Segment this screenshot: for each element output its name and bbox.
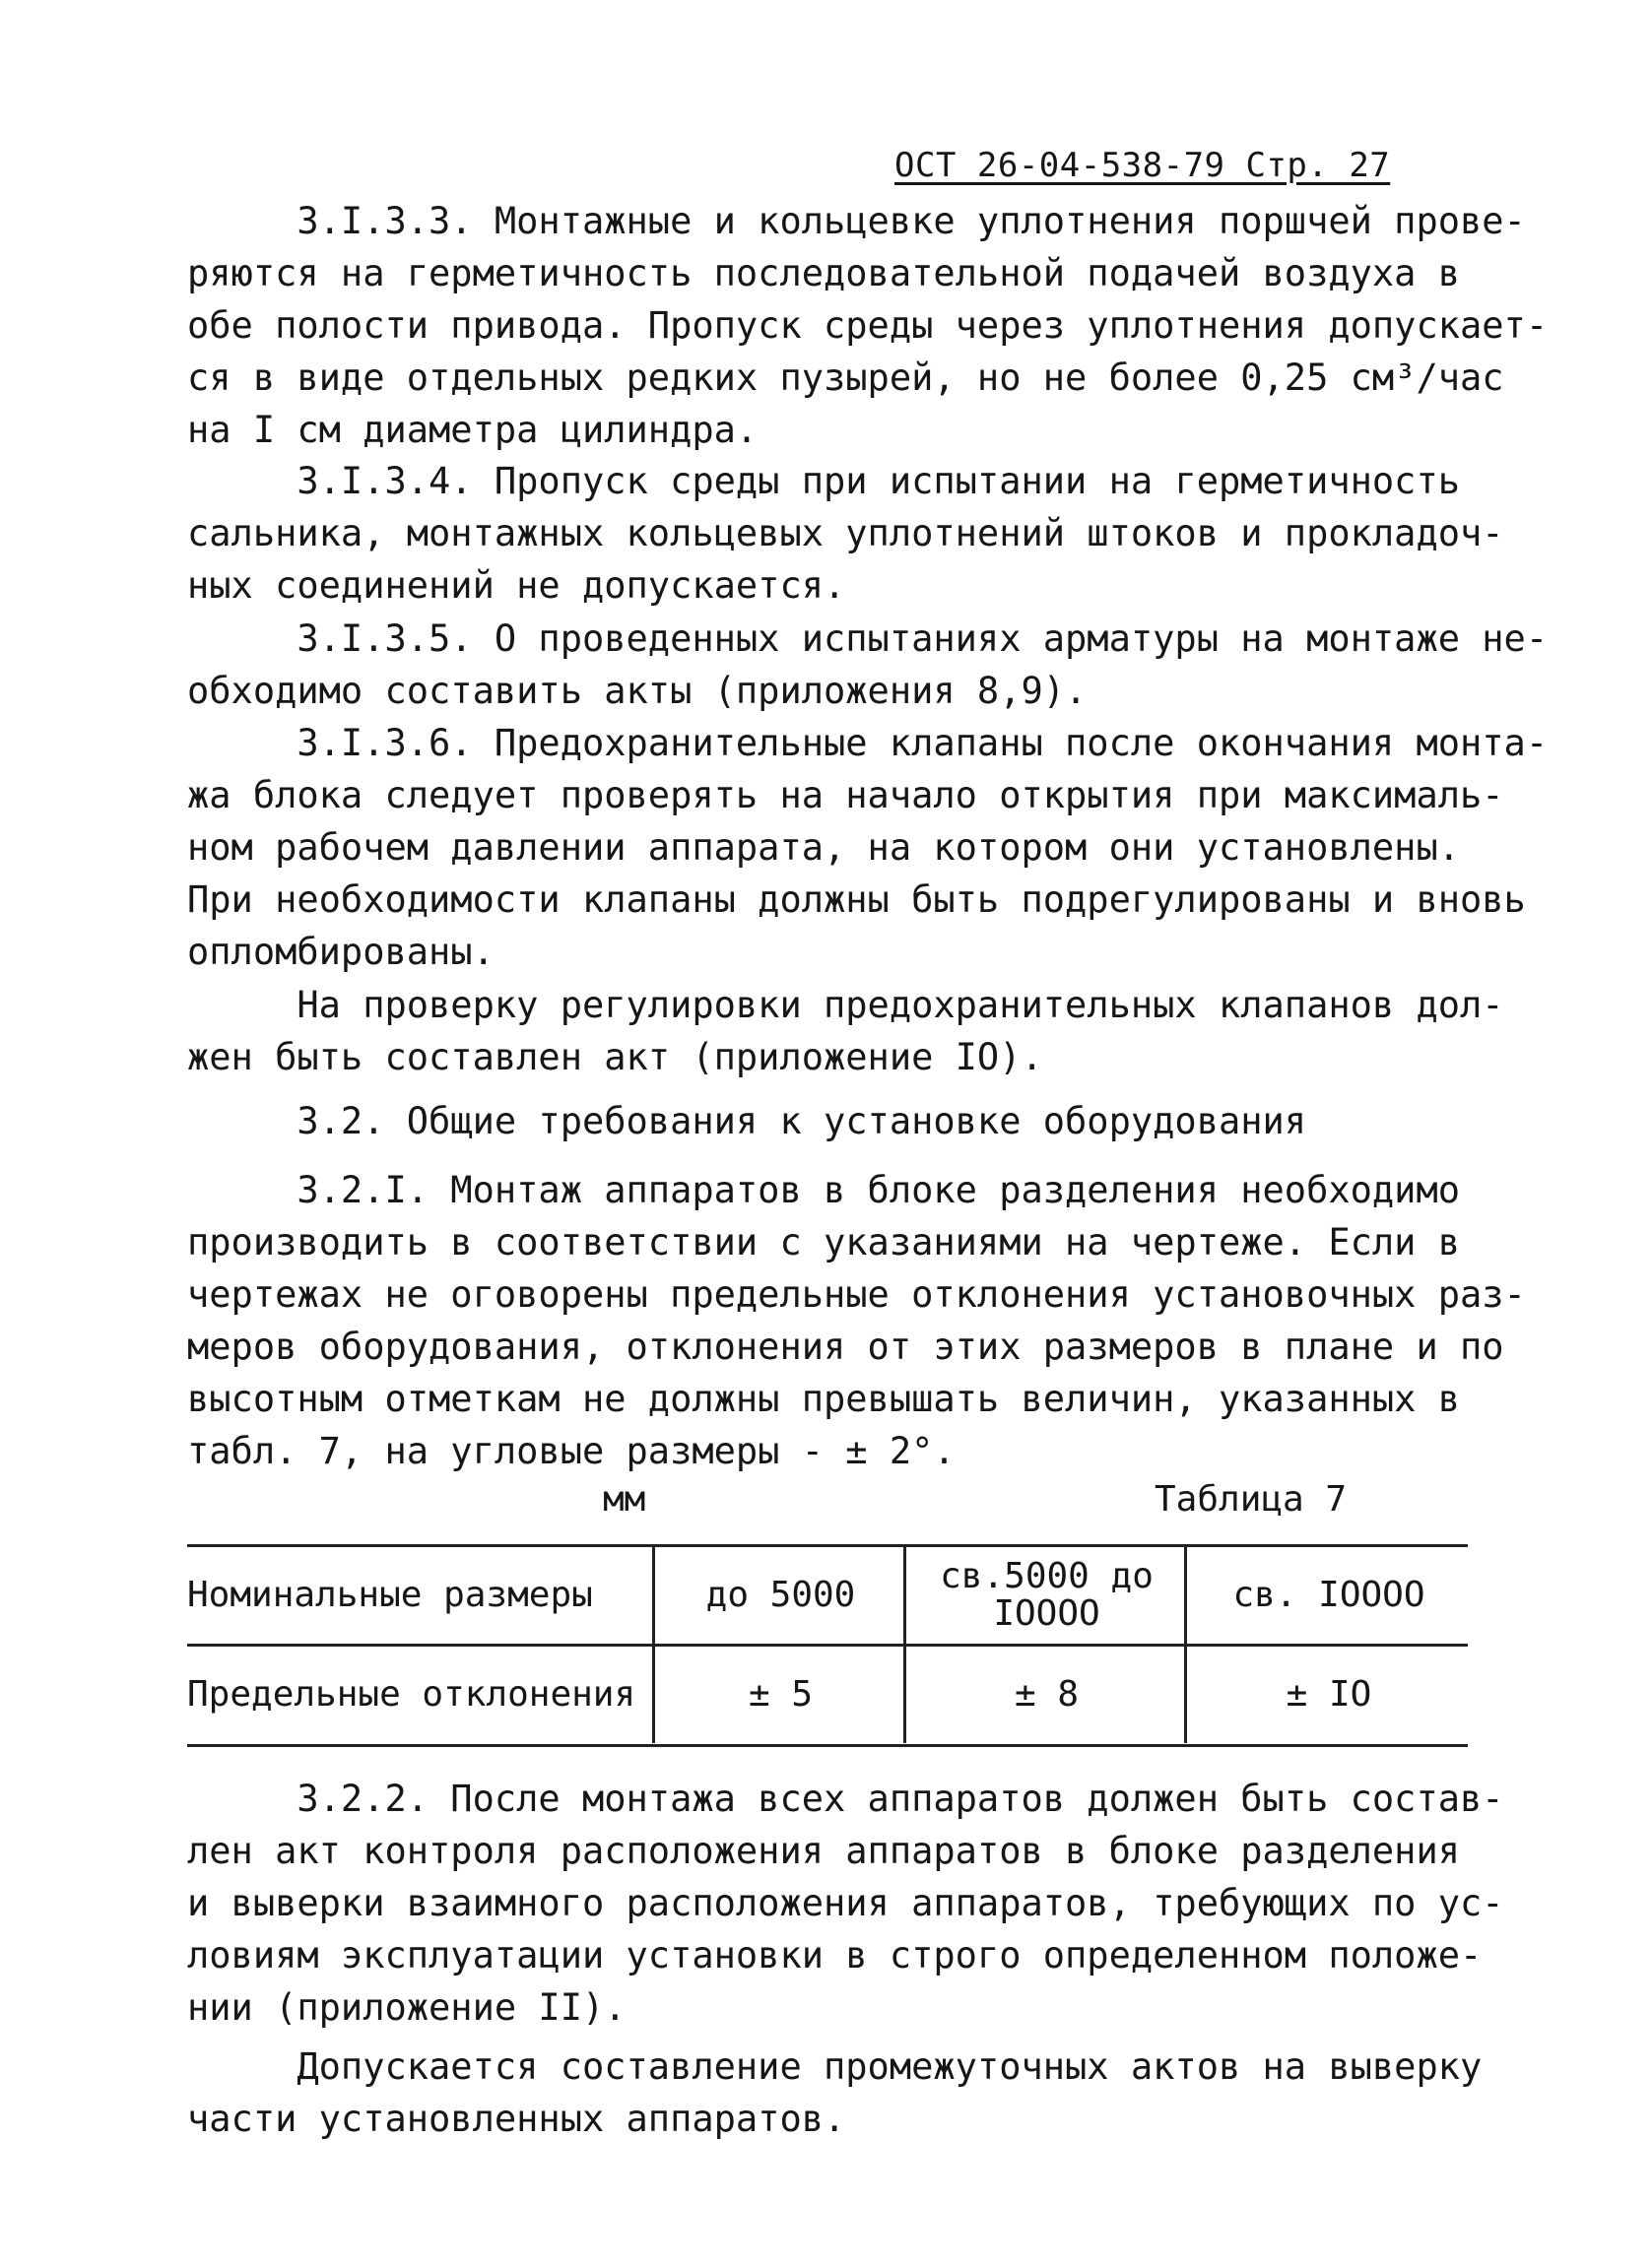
document-header: ОСТ 26-04-538-79 Стр. 27 [894, 146, 1391, 185]
paragraph-3-1-3-3: 3.I.3.3. Монтажные и кольцевке уплотнения поршчей прове- ряются на герметичность последовательной подачей воздуха в обе полости привода. Пропуск среды через уплотнения допускает- ся в виде отдельных редких пузырей, но не более 0,25 см³/час на I см диаметра цилиндра. [187, 200, 1549, 451]
table-unit-label: мм [603, 1479, 646, 1520]
table-cell: до 5000 [652, 1547, 906, 1644]
table-row [187, 1647, 1468, 1743]
table-caption: Таблица 7 [1155, 1479, 1348, 1520]
table-cell: св.5000 до IOOOO [903, 1547, 1187, 1644]
table-row-label: Предельные отклонения [187, 1674, 636, 1715]
table-cell: ± 8 [903, 1647, 1187, 1743]
section-heading-3-2: 3.2. Общие требования к установке оборудования [187, 1100, 1307, 1142]
table-cell: ± IO [1184, 1647, 1471, 1743]
table-row-label: Номинальные размеры [187, 1575, 593, 1615]
paragraph-3-2-1: 3.2.I. Монтаж аппаратов в блоке разделения необходимо производить в соответствии с указаниями на чертеже. Если в чертежах не оговорены предельные отклонения установочных раз- меров оборудования, отклонения от этих размеров в плане и по высотным отметкам не должны превышать величин, указанных в табл. 7, на угловые размеры - ± 2°. [187, 1169, 1526, 1472]
tolerance-table [187, 1544, 1468, 1747]
paragraph-valve-adjustment-act: На проверку регулировки предохранительных клапанов дол- жен быть составлен акт (приложение IO). [187, 984, 1504, 1078]
table-row [187, 1547, 1468, 1647]
paragraph-3-1-3-5: 3.I.3.5. О проведенных испытаниях арматуры на монтаже не- обходимо составить акты (приложения 8,9). [187, 617, 1549, 712]
table-cell: св. IOOOO [1184, 1547, 1471, 1644]
paragraph-3-1-3-6: 3.I.3.6. Предохранительные клапаны после окончания монта- жа блока следует проверять на начало открытия при максималь- ном рабочем давлении аппарата, на котором они установлены. При необходимости клапаны должны быть подрегулированы и вновь опломбированы. [187, 722, 1549, 973]
paragraph-3-1-3-4: 3.I.3.4. Пропуск среды при испытании на герметичность сальника, монтажных кольцевых уплотнений штоков и прокладоч- ных соединений не допускается. [187, 460, 1504, 607]
paragraph-intermediate-acts: Допускается составление промежуточных актов на выверку части установленных аппаратов. [187, 2045, 1483, 2140]
table-cell: ± 5 [652, 1647, 906, 1743]
paragraph-3-2-2: 3.2.2. После монтажа всех аппаратов должен быть состав- лен акт контроля расположения аппаратов в блоке разделения и выверки взаимного расположения аппаратов, требующих по ус- ловиям эксплуатации установки в строго определенном положе- нии (приложение II). [187, 1778, 1504, 2029]
